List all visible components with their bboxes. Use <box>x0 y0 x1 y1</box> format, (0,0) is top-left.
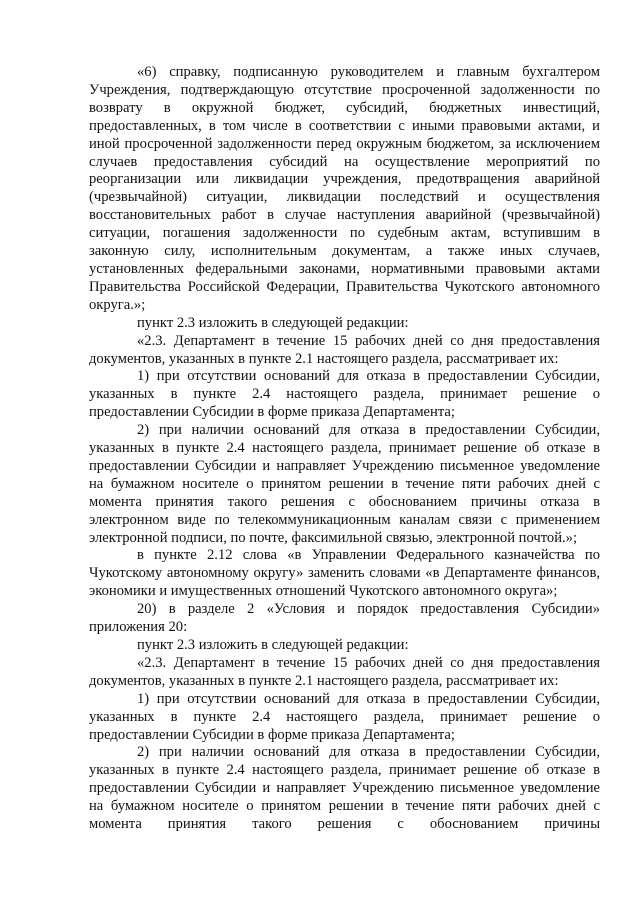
paragraph-subitem-1: 1) при отсутствии оснований для отказа в предоставлении Субсидии, указанных в пункте 2.4 настоящего раздела, принимает решение о предоставлении Субсидии в форме приказа Департамента; <box>89 368 600 421</box>
paragraph-subitem-1-second: 1) при отсутствии оснований для отказа в предоставлении Субсидии, указанных в пункте 2.4 настоящего раздела, принимает решение о предоставлении Субсидии в форме приказа Департамента; <box>89 690 600 743</box>
paragraph-item-20: 20) в разделе 2 «Условия и порядок предоставления Субсидии» приложения 20: <box>89 601 600 636</box>
paragraph-clause-2-12: в пункте 2.12 слова «в Управлении Федерального казначейства по Чукотскому автономному округу» заменить словами «в Департаменте финансов, экономики и имущественных отношений Чукотского автономного округа»; <box>89 547 600 600</box>
paragraph-clause-2-3-text-second: «2.3. Департамент в течение 15 рабочих дней со дня предоставления документов, указанных в пункте 2.1 настоящего раздела, рассматривает их: <box>89 654 600 689</box>
paragraph-clause-2-3-intro: пункт 2.3 изложить в следующей редакции: <box>137 314 409 331</box>
paragraph-item-6-certificate: «6) справку, подписанную руководителем и главным бухгалтером Учреждения, подтверждающую отсутствие просроченной задолженности по возврату в окружной бюджет, субсидий, бюджетных инвестиций, предоставленных, в том числе в соответствии с иными правовыми актами, и иной просроченной задолженности перед окружным бюджетом, за исключением случаев предоставления субсидий на осуществление мероприятий по реорганизации или ликвидации учреждения, предотвращения аварийной (чрезвычайной) ситуации, ликвидации последствий и осуществления восстановительных работ в случае наступления аварийной (чрезвычайной) ситуации, погашения задолженности по судебным актам, вступившим в законную силу, исполнительным документам, а также иных случаев, установленных федеральными законами, нормативными правовыми актами Правительства Российской Федерации, Правительства Чукотского автономного округа.»; <box>89 64 600 313</box>
paragraph-clause-2-3-intro-second: пункт 2.3 изложить в следующей редакции: <box>137 637 409 653</box>
paragraph-subitem-2-second: 2) при наличии оснований для отказа в предоставлении Субсидии, указанных в пункте 2.4 настоящего раздела, принимает решение об отказе в предоставлении Субсидии и направляет Учреждению письменное уведомление на бумажном носителе о принятом решении в течение пяти рабочих дней с момента принятия такого решения с обоснованием причины <box>89 744 600 833</box>
paragraph-clause-2-3-text: «2.3. Департамент в течение 15 рабочих дней со дня предоставления документов, указанных в пункте 2.1 настоящего раздела, рассматривает их: <box>89 332 600 367</box>
paragraph-subitem-2: 2) при наличии оснований для отказа в предоставлении Субсидии, указанных в пункте 2.4 настоящего раздела, принимает решение об отказе в предоставлении Субсидии и направляет Учреждению письменное уведомление на бумажном носителе о принятом решении в течение пяти рабочих дней с момента принятия такого решения с обоснованием причины отказа в электронном виде по телекоммуникационным каналам связи с применением электронной подписи, по почте, факсимильной связью, электронной почтой.»; <box>89 422 600 546</box>
document-page <box>89 64 600 834</box>
